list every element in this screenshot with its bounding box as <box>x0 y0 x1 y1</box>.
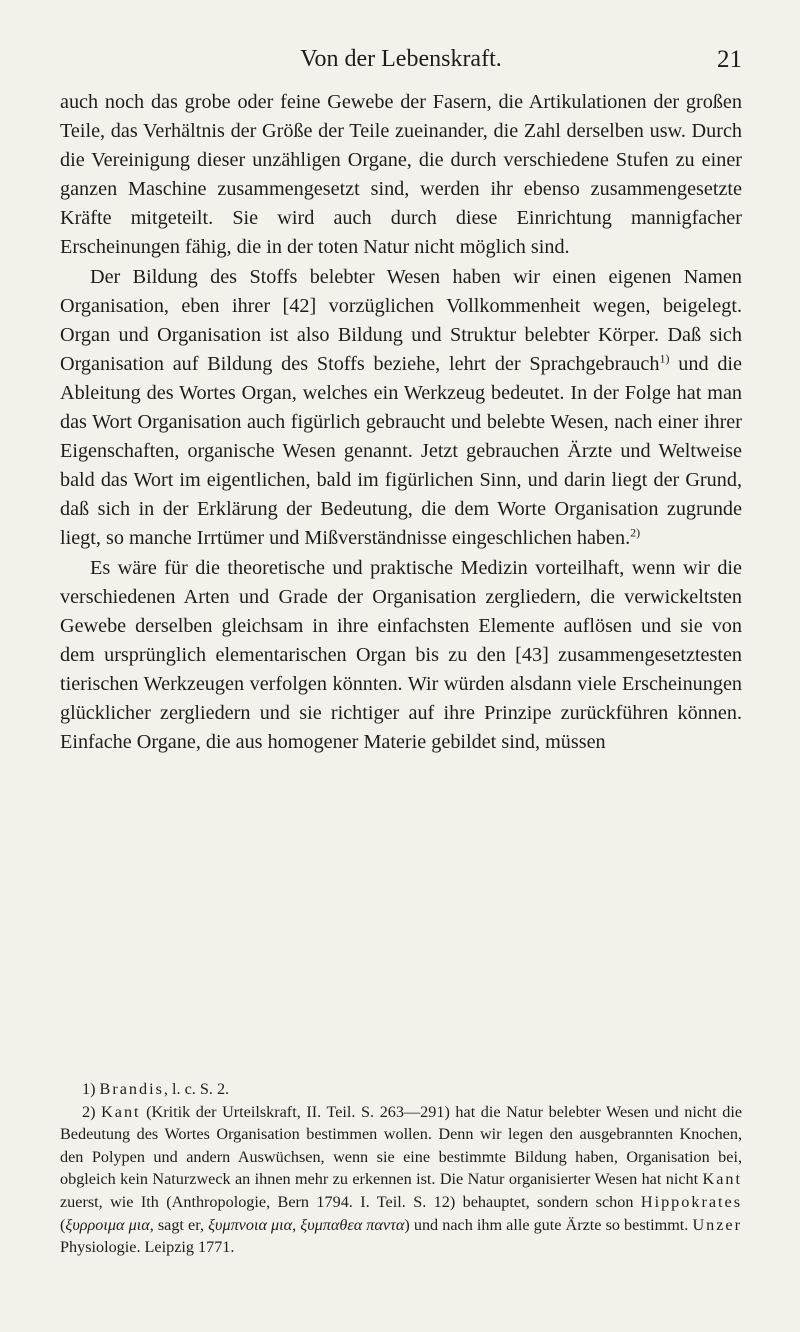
greek-quote: ξυρροιμα μια <box>65 1215 150 1234</box>
spaced-name: Brandis <box>99 1080 164 1098</box>
text-run: , <box>292 1215 301 1234</box>
text-run: Es wäre für die theoretische und praktische Medizin vorteilhaft, wenn wir die verschiedenen Arten und Grade der Organisation zergliedern, die verwickeltsten Gewebe derselben gleichsam in ihre einfachsten Elemente auflösen und sie von dem ursprünglich elementarischen Organ bis zu den [43] zusammengesetztesten tierischen Werkzeugen verfolgen könnten. Wir würden alsdann viele Erscheinungen glücklicher zergliedern und sie richtiger auf ihre Prinzipe zurückführen können. Einfache Organe, die aus homogener Materie gebildet sind, müssen <box>60 556 742 754</box>
footnotes <box>60 1078 742 1259</box>
text-run: , sagt er, <box>149 1215 209 1234</box>
text-run: (Kritik der Urteilskraft, II. Teil. S. 263—291) hat die Natur belebter Wesen und nicht die Bedeutung des Wortes Organisation bestimmen wollen. Denn wir legen den ausgebrannten Knochen, den Polypen und andern Auswüchsen, wenn sie eine bestimmte Bildung haben, Organisation bei, obgleich kein Naturzweck an ihnen mehr zu erkennen ist. Die Natur organisierter Wesen hat nicht <box>60 1102 743 1189</box>
paragraph <box>60 88 742 263</box>
text-run: zuerst, wie Ith (Anthropologie, Bern 1794. I. Teil. S. 12) behauptet, sondern schon <box>60 1192 641 1211</box>
text-run: Der Bildung des Stoffs belebter Wesen haben wir einen eigenen Namen Organisation, eben ihrer [42] vorzüglichen Vollkommenheit wegen, beigelegt. Organ und Organisation ist also Bildung und Struktur belebter Körper. Daß sich Organisation auf Bildung des Stoffs beziehe, lehrt der Sprachgebrauch <box>60 265 742 375</box>
spaced-name: Hippokrates <box>640 1192 742 1211</box>
footnote-reference: 1) <box>659 351 670 366</box>
text-run: , l. c. S. 2. <box>163 1080 230 1098</box>
spaced-name: Unzer <box>692 1215 742 1234</box>
page-number: 21 <box>717 46 742 73</box>
text-run: 2) <box>82 1102 102 1121</box>
footnote <box>60 1101 742 1259</box>
body-text <box>60 88 742 757</box>
text-run: Physiologie. Leipzig 1771. <box>60 1238 235 1257</box>
greek-quote: ξυμπνοια μια <box>208 1215 293 1234</box>
footnote <box>60 1078 742 1101</box>
text-run: auch noch das grobe oder feine Gewebe der Fasern, die Artikulationen der großen Teile, das Verhältnis der Größe der Teile zueinander, die Zahl derselben usw. Durch die Vereinigung dieser unzähligen Organe, die durch verschiedene Stufen zu einer ganzen Maschine zusammengesetzt sind, werden ihr ebenso zusammengesetzte Kräfte mitgeteilt. Sie wird auch durch diese Einrichtung mannigfacher Erscheinungen fähig, die in der toten Natur nicht möglich sind. <box>60 91 742 259</box>
paragraph <box>60 554 742 758</box>
text-run: 1) <box>82 1080 100 1098</box>
footnote-reference: 2) <box>630 525 641 540</box>
text-run: ( <box>60 1215 66 1234</box>
text-run: und die Ableitung des Wortes Organ, welches ein Werkzeug bedeutet. In der Folge hat man das Wort Organisation auch figürlich gebraucht und belebte Wesen, nach einer ihrer Eigenschaften, organische Wesen genannt. Jetzt gebrauchen Ärzte und Weltweise bald das Wort im eigentlichen, bald im figürlichen Sinn, und darin liegt der Grund, daß sich in der Erklärung der Bedeutung, die dem Worte Organisation zugrunde liegt, so manche Irrtümer und Mißverständnisse eingeschlichen haben. <box>60 352 743 550</box>
running-title: Von der Lebenskraft. <box>300 46 502 72</box>
running-head <box>60 46 742 80</box>
text-run: ) und nach ihm alle gute Ärzte so bestimmt. <box>404 1215 693 1234</box>
spaced-name: Kant <box>101 1102 141 1121</box>
paragraph <box>60 263 742 554</box>
spaced-name: Kant <box>702 1170 742 1189</box>
greek-quote: ξυμπαθεα παντα <box>300 1215 405 1234</box>
